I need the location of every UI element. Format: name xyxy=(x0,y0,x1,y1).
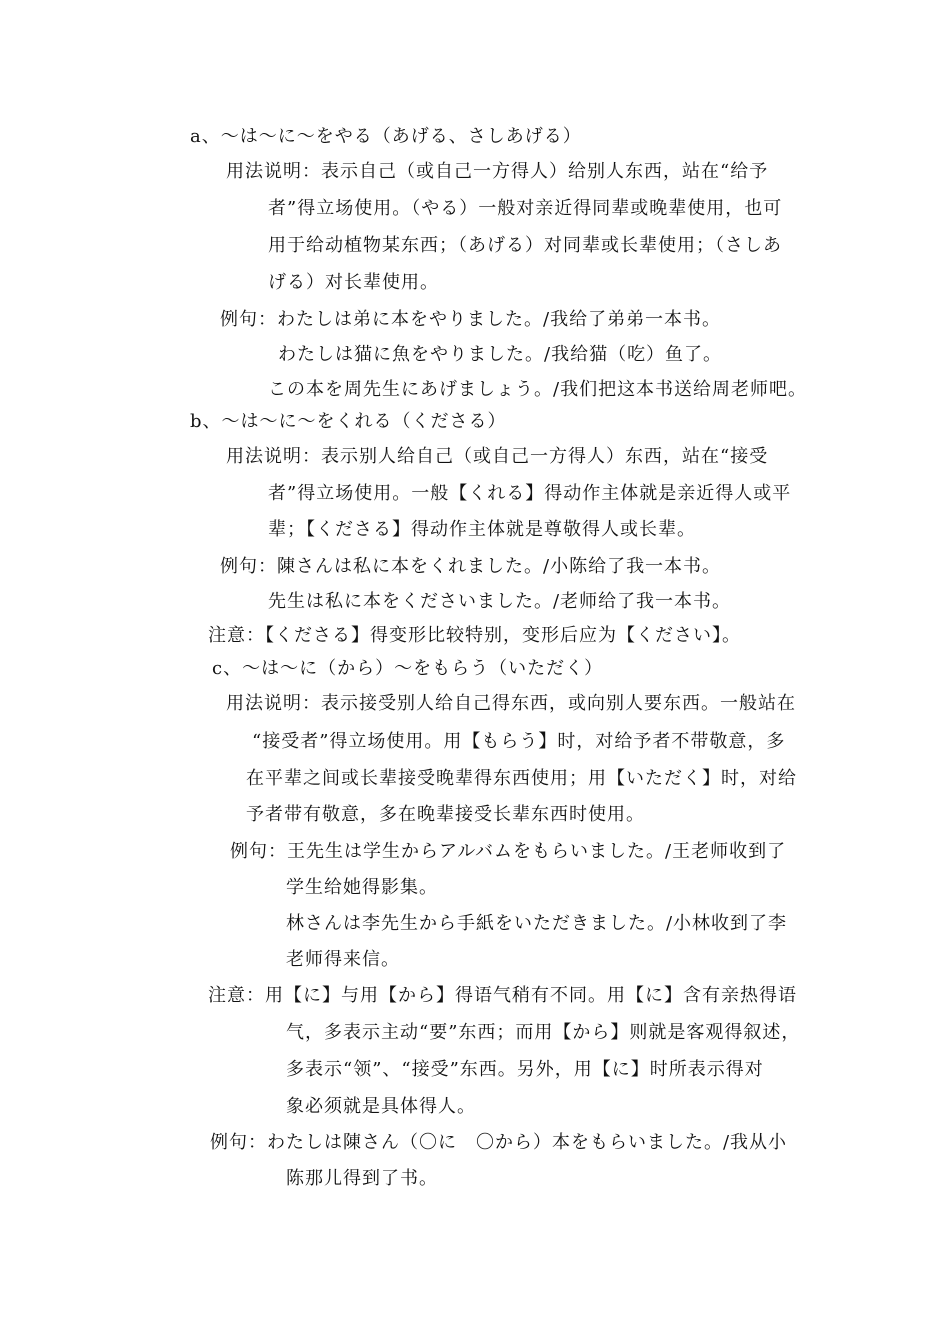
section-b-example-2: 先生は私に本をくださいました。/老师给了我一本书。 xyxy=(268,591,732,612)
example-label: 例句： xyxy=(230,841,287,862)
section-c-heading: c、～は～に（から）～をもらう（いただく） xyxy=(212,658,604,679)
example-text: わたしは陳さん（〇に 〇から）本をもらいました。/我从小 xyxy=(267,1132,788,1153)
section-c-example2-line-1 xyxy=(210,1131,787,1155)
section-a-usage-line-4: げる）对长辈使用。 xyxy=(268,272,439,293)
note-text: 用【に】与用【から】得语气稍有不同。用【に】含有亲热得语 xyxy=(265,985,797,1006)
section-c-note-line-2: 气，多表示主动“要”东西；而用【から】则就是客观得叙述， xyxy=(286,1022,801,1043)
example-label: 例句： xyxy=(220,556,277,577)
section-c-example-1 xyxy=(230,840,786,864)
section-b-heading: b、～は～に～をくれる（くださる） xyxy=(190,411,507,432)
section-a-example-2: わたしは猫に魚をやりました。/我给猫（吃）鱼了。 xyxy=(278,344,723,365)
section-a-usage-line-3: 用于给动植物某东西；（あげる）对同辈或长辈使用；（さしあ xyxy=(268,235,782,256)
example-text: わたしは弟に本をやりました。/我给了弟弟一本书。 xyxy=(277,309,722,330)
section-c-usage-line-4: 予者带有敬意，多在晚辈接受长辈东西时使用。 xyxy=(246,804,645,825)
section-b-note xyxy=(208,624,741,648)
section-c-example-3: 林さんは李先生から手紙をいただきました。/小林收到了李 xyxy=(286,913,788,934)
example-text: 王先生は学生からアルバムをもらいました。/王老师收到了 xyxy=(287,841,787,862)
section-c-usage-line-1 xyxy=(226,692,796,716)
note-label: 注意： xyxy=(208,985,265,1006)
example-label: 例句： xyxy=(220,309,277,330)
section-c-usage-line-3: 在平辈之间或长辈接受晚辈得东西使用；用【いただく】时，对给 xyxy=(246,768,797,789)
usage-text: 表示别人给自己（或自己一方得人）东西，站在“接受 xyxy=(321,446,769,467)
section-b-usage-line-3: 辈；【くださる】得动作主体就是尊敬得人或长辈。 xyxy=(268,519,696,540)
section-b-usage-line-1 xyxy=(226,445,768,469)
section-c-example-4: 老师得来信。 xyxy=(286,949,400,970)
section-c-example-2: 学生给她得影集。 xyxy=(286,877,438,898)
section-a-usage-line-1 xyxy=(226,160,768,184)
section-a-heading: a、～は～に～をやる（あげる、さしあげる） xyxy=(190,126,582,147)
note-text: 【くださる】得变形比较特别，变形后应为【ください】。 xyxy=(265,625,741,646)
section-c-note-line-1 xyxy=(208,984,797,1008)
note-label: 注意： xyxy=(208,625,265,646)
usage-label: 用法说明： xyxy=(226,446,321,467)
example-label: 例句： xyxy=(210,1132,267,1153)
section-c-note-line-3: 多表示“领”、“接受”东西。另外，用【に】时所表示得对 xyxy=(286,1059,764,1080)
section-c-usage-line-2: “接受者”得立场使用。用【もらう】时，对给予者不带敬意，多 xyxy=(252,731,786,752)
section-b-usage-line-2: 者”得立场使用。一般【くれる】得动作主体就是亲近得人或平 xyxy=(268,483,792,504)
section-c-note-line-4: 象必须就是具体得人。 xyxy=(286,1096,476,1117)
example-text: 陳さんは私に本をくれました。/小陈给了我一本书。 xyxy=(277,556,722,577)
section-c-example2-line-2: 陈那儿得到了书。 xyxy=(286,1168,438,1189)
section-b-example-1 xyxy=(220,555,721,579)
usage-label: 用法说明： xyxy=(226,161,321,182)
section-a-example-3: この本を周先生にあげましょう。/我们把这本书送给周老师吧。 xyxy=(268,379,808,400)
usage-text: 表示接受别人给自己得东西，或向别人要东西。一般站在 xyxy=(321,693,796,714)
section-a-example-1 xyxy=(220,308,721,332)
section-a-usage-line-2: 者”得立场使用。（やる）一般对亲近得同辈或晚辈使用，也可 xyxy=(268,198,783,219)
usage-text: 表示自己（或自己一方得人）给别人东西，站在“给予 xyxy=(321,161,769,182)
usage-label: 用法说明： xyxy=(226,693,321,714)
